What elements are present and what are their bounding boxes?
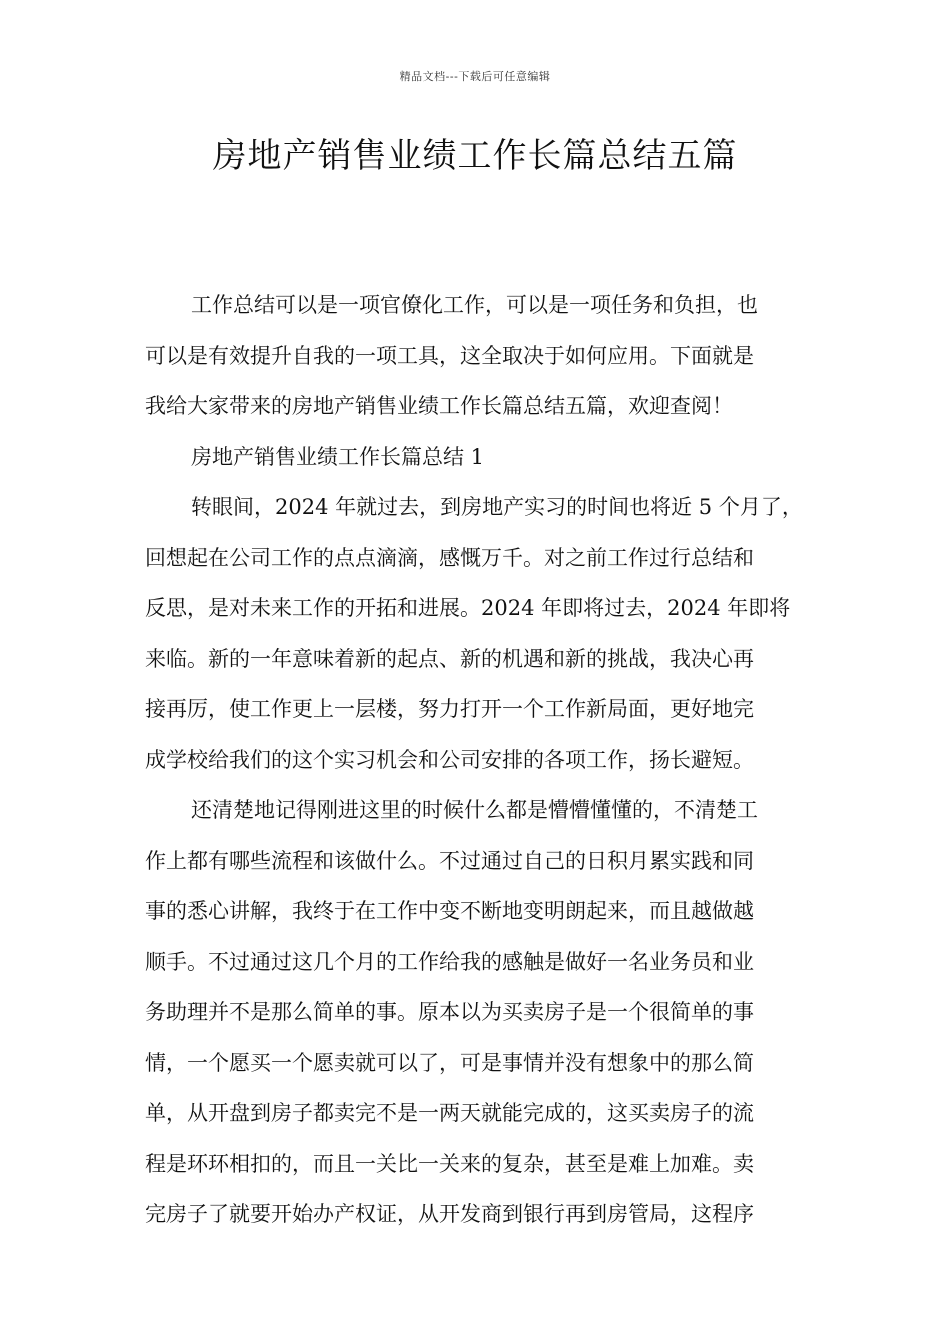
document-title: 房地产销售业绩工作长篇总结五篇 xyxy=(212,136,738,176)
text-line: 房地产销售业绩工作长篇总结 1 xyxy=(191,444,485,469)
body-paragraph xyxy=(145,482,815,785)
text-line: 程是环环相扣的，而且一关比一关来的复杂，甚至是难上加难。卖 xyxy=(145,1151,754,1176)
text-line: 成学校给我们的这个实习机会和公司安排的各项工作，扬长避短。 xyxy=(145,747,754,772)
text-line: 转眼间，2024 年就过去，到房地产实习的时间也将近 5 个月了， xyxy=(191,495,803,519)
text-line: 完房子了就要开始办产权证，从开发商到银行再到房管局，这程序 xyxy=(145,1202,754,1226)
text-line: 接再厉，使工作更上一层楼，努力打开一个工作新局面，更好地完 xyxy=(145,697,754,721)
text-line: 作上都有哪些流程和该做什么。不过通过自己的日积月累实践和同 xyxy=(145,848,754,873)
text-line: 工作总结可以是一项官僚化工作，可以是一项任务和负担，也 xyxy=(191,293,758,317)
document-body xyxy=(145,280,815,1240)
section-heading xyxy=(145,432,815,483)
body-paragraph xyxy=(145,785,815,1240)
text-line: 务助理并不是那么简单的事。原本以为买卖房子是一个很简单的事 xyxy=(145,1000,754,1024)
text-line: 情，一个愿买一个愿卖就可以了，可是事情并没有想象中的那么简 xyxy=(145,1050,754,1075)
text-line: 回想起在公司工作的点点滴滴，感慨万千。对之前工作过行总结和 xyxy=(145,545,754,570)
text-line: 可以是有效提升自我的一项工具，这全取决于如何应用。下面就是 xyxy=(145,343,754,368)
text-line: 我给大家带来的房地产销售业绩工作长篇总结五篇，欢迎查阅！ xyxy=(145,394,733,418)
text-line: 事的悉心讲解，我终于在工作中变不断地变明朗起来，而且越做越 xyxy=(145,899,754,923)
text-line: 反思，是对未来工作的开拓和进展。2024 年即将过去，2024 年即将 xyxy=(145,596,791,620)
text-line: 来临。新的一年意味着新的起点、新的机遇和新的挑战，我决心再 xyxy=(145,646,754,671)
intro-paragraph xyxy=(145,280,815,432)
text-line: 还清楚地记得刚进这里的时候什么都是懵懵懂懂的，不清楚工 xyxy=(191,798,758,822)
text-line: 顺手。不过通过这几个月的工作给我的感触是做好一名业务员和业 xyxy=(145,949,754,974)
text-line: 单，从开盘到房子都卖完不是一两天就能完成的，这买卖房子的流 xyxy=(145,1101,754,1125)
header-note: 精品文档---下载后可任意编辑 xyxy=(399,70,551,83)
